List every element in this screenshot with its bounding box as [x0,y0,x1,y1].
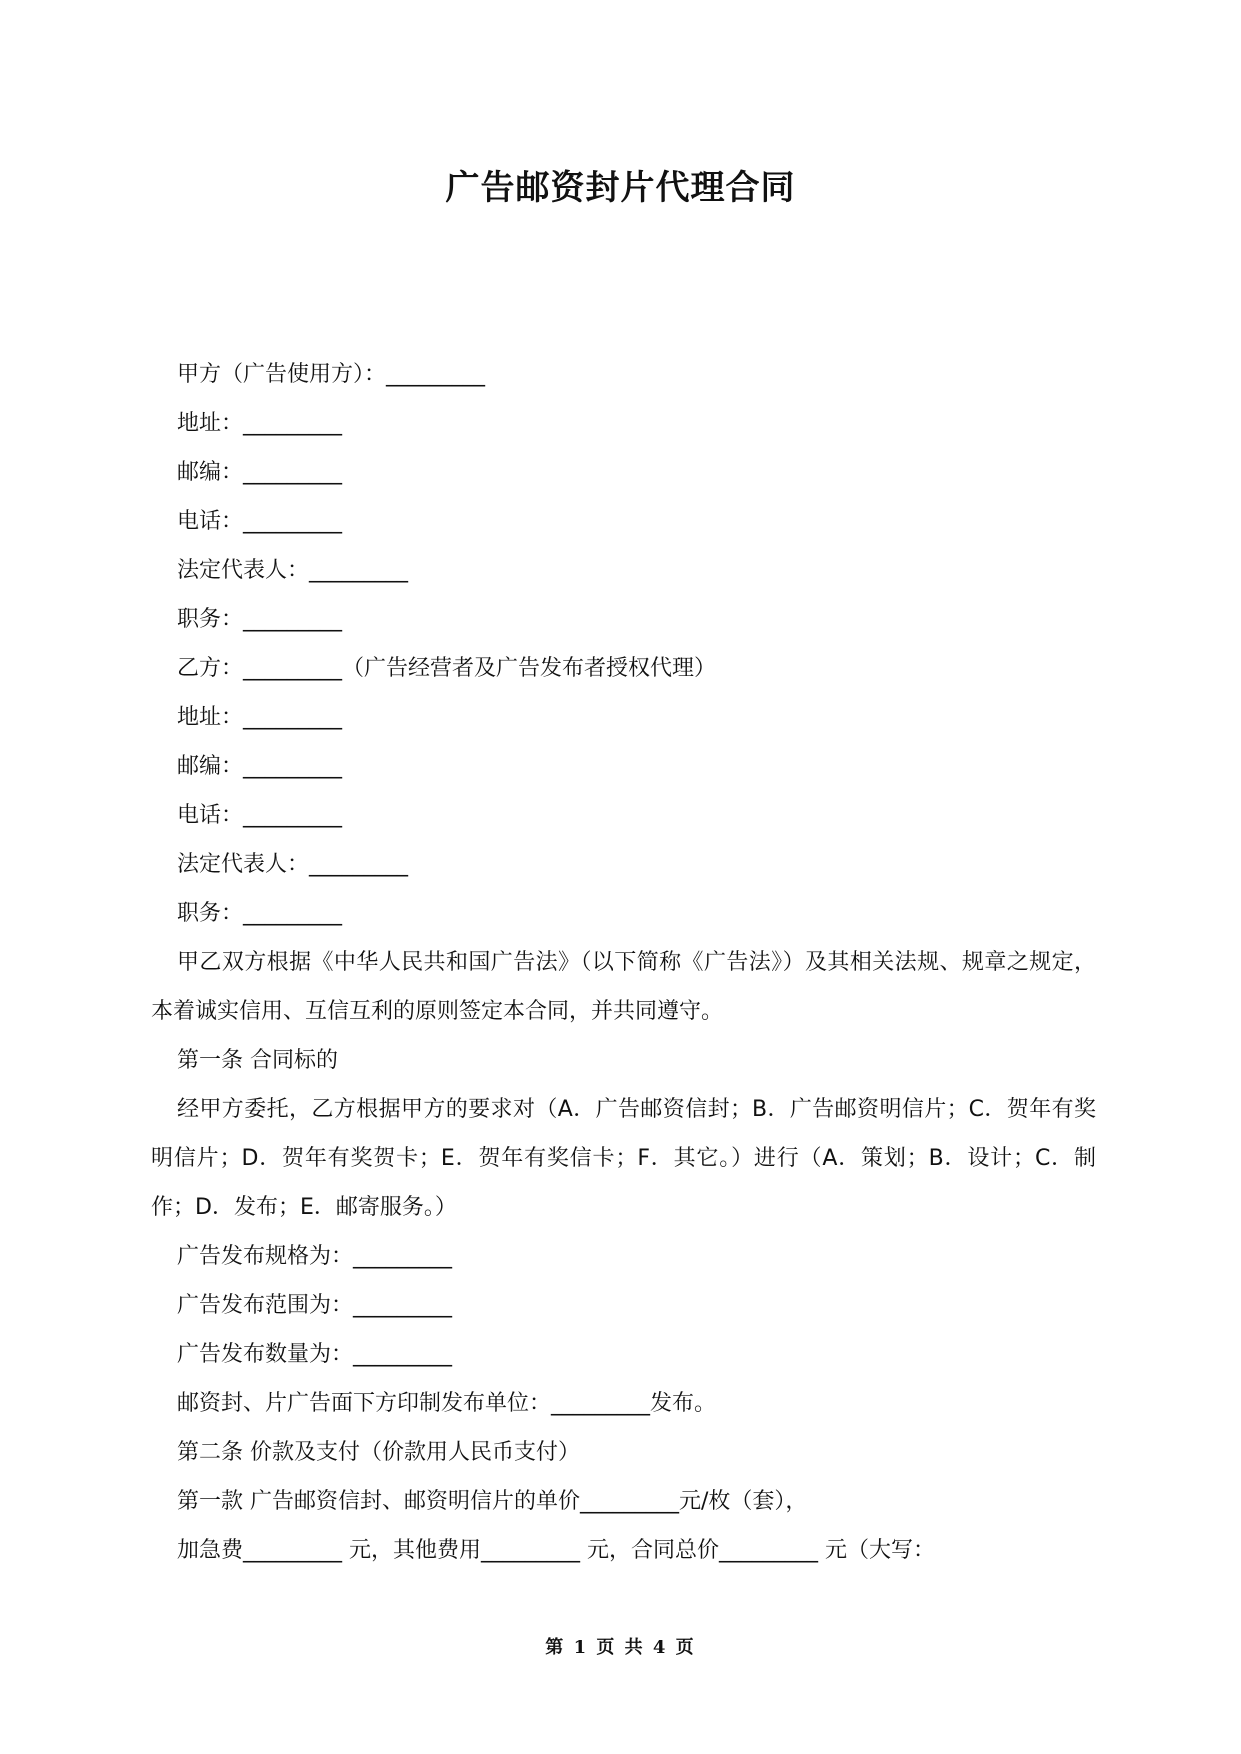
ad-publisher-line: 邮资封、片广告面下方印制发布单位：_________发布。 [177,1391,717,1416]
document-title: 广告邮资封片代理合同 [445,168,796,208]
article-1-heading: 第一条 合同标的 [177,1048,338,1073]
party-a-legal-rep: 法定代表人：_________ [177,558,409,583]
ad-scope-line: 广告发布范围为：_________ [177,1293,453,1318]
party-b-address: 地址：_________ [177,705,343,730]
party-b-postcode: 邮编：_________ [177,754,343,779]
page-number-footer: 第 1 页 共 4 页 [545,1637,696,1658]
preamble-paragraph: 甲乙双方根据《中华人民共和国广告法》（以下简称《广告法》）及其相关法规、规章之规定，本着诚实信用、互信互利的原则签定本合同，并共同遵守。 [151,950,1096,1024]
party-a-phone: 电话：_________ [177,509,343,534]
party-a-address: 地址：_________ [177,411,343,436]
party-b-name: 乙方：_________（广告经营者及广告发布者授权代理） [177,656,717,681]
article-2-fees: 加急费_________ 元，其他费用_________ 元，合同总价_________ 元（大写： [177,1538,935,1563]
ad-spec-line: 广告发布规格为：_________ [177,1244,453,1269]
ad-quantity-line: 广告发布数量为：_________ [177,1342,453,1367]
party-a-position: 职务：_________ [177,607,343,632]
article-2-clause-1: 第一款 广告邮资信封、邮资明信片的单价_________元/枚（套）， [177,1489,808,1514]
article-1-text: 经甲方委托，乙方根据甲方的要求对（A．广告邮资信封；B．广告邮资明信片；C．贺年有奖明信片；D．贺年有奖贺卡；E．贺年有奖信卡；F．其它。）进行（A．策划；B．设计；C．制作；D．发布；E．邮寄服务。） [151,1097,1096,1220]
party-b-position: 职务：_________ [177,901,343,926]
party-b-legal-rep: 法定代表人：_________ [177,852,409,877]
party-b-phone: 电话：_________ [177,803,343,828]
party-a-name: 甲方（广告使用方）：_________ [177,362,486,387]
document-body [151,350,1096,1575]
party-a-postcode: 邮编：_________ [177,460,343,485]
article-2-heading: 第二条 价款及支付（价款用人民币支付） [177,1440,580,1465]
